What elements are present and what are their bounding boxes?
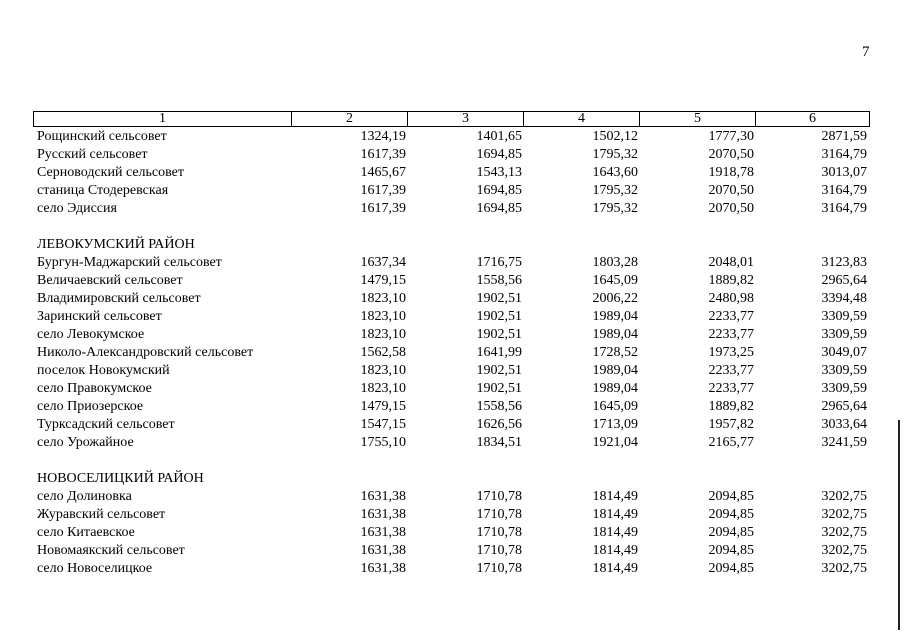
row-name: Турксадский сельсовет: [37, 417, 175, 432]
table-row: [33, 290, 870, 308]
table-row: [33, 416, 870, 434]
row-value-col-3: 1902,51: [476, 381, 522, 396]
row-value-col-3: 1401,65: [476, 129, 522, 144]
row-name: станица Стодеревская: [37, 183, 169, 198]
row-value-col-2: 1324,19: [360, 129, 406, 144]
table-row: [33, 218, 870, 236]
table-row: [33, 200, 870, 218]
row-name: ЛЕВОКУМСКИЙ РАЙОН: [37, 237, 195, 252]
row-name: НОВОСЕЛИЦКИЙ РАЙОН: [37, 471, 204, 486]
row-value-col-3: 1558,56: [476, 399, 522, 414]
row-value-col-6: 3309,59: [821, 309, 867, 324]
row-value-col-5: 1889,82: [708, 399, 754, 414]
row-value-col-5: 2048,01: [708, 255, 754, 270]
row-name: село Эдиссия: [37, 201, 117, 216]
table-row: [33, 182, 870, 200]
row-value-col-4: 1795,32: [592, 147, 638, 162]
row-value-col-5: 2233,77: [708, 381, 754, 396]
row-value-col-2: 1631,38: [360, 489, 406, 504]
table-row: [33, 506, 870, 524]
row-value-col-4: 1795,32: [592, 201, 638, 216]
table-row: [33, 488, 870, 506]
row-value-col-2: 1823,10: [360, 309, 406, 324]
row-value-col-6: 3202,75: [821, 561, 867, 576]
row-value-col-5: 2165,77: [708, 435, 754, 450]
row-value-col-3: 1558,56: [476, 273, 522, 288]
row-value-col-3: 1834,51: [476, 435, 522, 450]
header-col-4: 4: [524, 112, 640, 126]
row-value-col-2: 1631,38: [360, 561, 406, 576]
row-name: село Долиновка: [37, 489, 132, 504]
row-name: село Урожайное: [37, 435, 134, 450]
row-value-col-6: 3033,64: [821, 417, 867, 432]
table-row: [33, 164, 870, 182]
row-value-col-6: 3309,59: [821, 327, 867, 342]
row-value-col-5: 2070,50: [708, 183, 754, 198]
row-value-col-2: 1755,10: [360, 435, 406, 450]
row-value-col-4: 1814,49: [592, 561, 638, 576]
row-value-col-6: 3202,75: [821, 489, 867, 504]
row-value-col-2: 1631,38: [360, 543, 406, 558]
row-value-col-5: 2094,85: [708, 507, 754, 522]
table-row: [33, 344, 870, 362]
row-value-col-4: 1989,04: [592, 381, 638, 396]
row-value-col-4: 1728,52: [592, 345, 638, 360]
row-value-col-4: 1814,49: [592, 543, 638, 558]
row-value-col-6: 3164,79: [821, 147, 867, 162]
row-name: Серноводский сельсовет: [37, 165, 184, 180]
table-row: [33, 326, 870, 344]
header-col-1: 1: [34, 112, 292, 126]
table-row: [33, 146, 870, 164]
table-row: [33, 380, 870, 398]
row-value-col-2: 1631,38: [360, 507, 406, 522]
row-value-col-6: 2965,64: [821, 273, 867, 288]
table-row: [33, 542, 870, 560]
page-number: 7: [862, 44, 870, 60]
table-row: [33, 362, 870, 380]
row-value-col-2: 1617,39: [360, 201, 406, 216]
row-value-col-6: 3241,59: [821, 435, 867, 450]
row-value-col-3: 1694,85: [476, 201, 522, 216]
row-value-col-5: 2070,50: [708, 201, 754, 216]
row-value-col-4: 1643,60: [592, 165, 638, 180]
table-row: [33, 560, 870, 578]
row-value-col-3: 1710,78: [476, 543, 522, 558]
row-value-col-3: 1710,78: [476, 525, 522, 540]
row-name: село Левокумское: [37, 327, 145, 342]
row-value-col-4: 1814,49: [592, 507, 638, 522]
row-value-col-3: 1710,78: [476, 507, 522, 522]
scan-edge-mark: [898, 420, 900, 630]
table-row: [33, 254, 870, 272]
row-value-col-5: 2480,98: [708, 291, 754, 306]
row-value-col-5: 2094,85: [708, 543, 754, 558]
row-value-col-4: 1803,28: [592, 255, 638, 270]
row-name: поселок Новокумский: [37, 363, 170, 378]
row-value-col-4: 1645,09: [592, 273, 638, 288]
row-name: Николо-Александровский сельсовет: [37, 345, 254, 360]
table-row: [33, 236, 870, 254]
row-value-col-6: 2965,64: [821, 399, 867, 414]
row-value-col-2: 1823,10: [360, 291, 406, 306]
row-value-col-4: 1989,04: [592, 327, 638, 342]
row-value-col-5: 1777,30: [708, 129, 754, 144]
row-value-col-3: 1902,51: [476, 309, 522, 324]
row-value-col-4: 1814,49: [592, 489, 638, 504]
row-name: Бургун-Маджарский сельсовет: [37, 255, 222, 270]
row-value-col-6: 3049,07: [821, 345, 867, 360]
row-value-col-6: 3164,79: [821, 183, 867, 198]
row-value-col-3: 1710,78: [476, 561, 522, 576]
row-value-col-5: 1918,78: [708, 165, 754, 180]
row-value-col-5: 2094,85: [708, 561, 754, 576]
row-value-col-3: 1902,51: [476, 291, 522, 306]
row-value-col-4: 1502,12: [592, 129, 638, 144]
row-value-col-3: 1694,85: [476, 183, 522, 198]
row-value-col-2: 1562,58: [360, 345, 406, 360]
row-value-col-2: 1823,10: [360, 327, 406, 342]
row-value-col-6: 3394,48: [821, 291, 867, 306]
row-value-col-3: 1710,78: [476, 489, 522, 504]
header-col-6: 6: [809, 111, 816, 126]
row-value-col-6: 3013,07: [821, 165, 867, 180]
row-name: село Новоселицкое: [37, 561, 153, 576]
row-name: Журавский сельсовет: [37, 507, 166, 522]
row-value-col-6: 3309,59: [821, 363, 867, 378]
row-value-col-6: 3123,83: [821, 255, 867, 270]
row-value-col-2: 1617,39: [360, 147, 406, 162]
row-value-col-3: 1694,85: [476, 147, 522, 162]
row-value-col-4: 1814,49: [592, 525, 638, 540]
row-value-col-5: 1889,82: [708, 273, 754, 288]
table-row: [33, 524, 870, 542]
row-name: Рощинский сельсовет: [37, 129, 167, 144]
row-value-col-6: 3202,75: [821, 525, 867, 540]
row-value-col-3: 1716,75: [476, 255, 522, 270]
row-value-col-2: 1823,10: [360, 363, 406, 378]
row-name: село Приозерское: [37, 399, 144, 414]
row-value-col-2: 1479,15: [360, 273, 406, 288]
table-row: [33, 308, 870, 326]
table-row: [33, 128, 870, 146]
row-value-col-5: 2233,77: [708, 363, 754, 378]
row-value-col-3: 1902,51: [476, 363, 522, 378]
header-col-2: 2: [292, 112, 408, 126]
row-value-col-5: 2070,50: [708, 147, 754, 162]
row-value-col-2: 1823,10: [360, 381, 406, 396]
row-value-col-6: 2871,59: [821, 129, 867, 144]
row-value-col-4: 1989,04: [592, 309, 638, 324]
row-value-col-3: 1626,56: [476, 417, 522, 432]
row-value-col-2: 1465,67: [360, 165, 406, 180]
row-name: Русский сельсовет: [37, 147, 148, 162]
row-name: Новомаякский сельсовет: [37, 543, 185, 558]
row-value-col-2: 1547,15: [360, 417, 406, 432]
header-col-5: 5: [640, 112, 756, 126]
row-value-col-6: 3202,75: [821, 543, 867, 558]
row-value-col-6: 3309,59: [821, 381, 867, 396]
row-value-col-2: 1479,15: [360, 399, 406, 414]
row-value-col-6: 3164,79: [821, 201, 867, 216]
row-value-col-2: 1617,39: [360, 183, 406, 198]
row-name: Заринский сельсовет: [37, 309, 162, 324]
row-value-col-4: 2006,22: [592, 291, 638, 306]
row-value-col-5: 2094,85: [708, 525, 754, 540]
row-value-col-5: 2233,77: [708, 327, 754, 342]
row-value-col-3: 1902,51: [476, 327, 522, 342]
row-value-col-5: 2094,85: [708, 489, 754, 504]
row-name: Величаевский сельсовет: [37, 273, 183, 288]
row-value-col-5: 1973,25: [708, 345, 754, 360]
row-value-col-4: 1645,09: [592, 399, 638, 414]
row-value-col-2: 1631,38: [360, 525, 406, 540]
row-value-col-3: 1543,13: [476, 165, 522, 180]
row-name: село Правокумское: [37, 381, 152, 396]
row-value-col-5: 1957,82: [708, 417, 754, 432]
row-value-col-2: 1637,34: [360, 255, 406, 270]
row-value-col-5: 2233,77: [708, 309, 754, 324]
table-row: [33, 398, 870, 416]
header-col-3: 3: [408, 112, 524, 126]
table-row: [33, 272, 870, 290]
row-name: Владимировский сельсовет: [37, 291, 201, 306]
row-value-col-4: 1921,04: [592, 435, 638, 450]
table-header: [33, 111, 870, 127]
row-name: село Китаевское: [37, 525, 135, 540]
table-body: [33, 128, 870, 578]
row-value-col-4: 1795,32: [592, 183, 638, 198]
table-row: [33, 470, 870, 488]
table-row: [33, 434, 870, 452]
row-value-col-4: 1713,09: [592, 417, 638, 432]
row-value-col-4: 1989,04: [592, 363, 638, 378]
row-value-col-3: 1641,99: [476, 345, 522, 360]
table-row: [33, 452, 870, 470]
row-value-col-6: 3202,75: [821, 507, 867, 522]
